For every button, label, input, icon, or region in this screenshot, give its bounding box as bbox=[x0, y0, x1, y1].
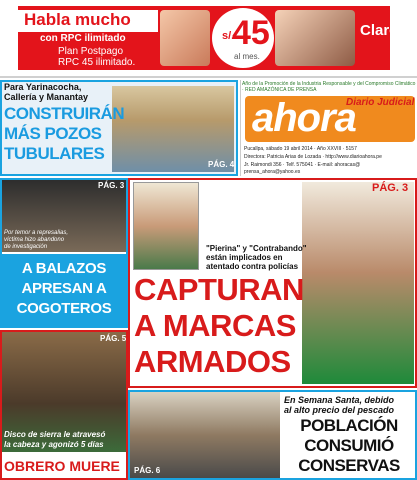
story-obrero-caption-1: Disco de sierra le atravesó bbox=[4, 430, 106, 439]
story-pozos-kicker-2: Callería y Manantay bbox=[4, 92, 89, 102]
story-marcas-subhead-3: atentado contra policías bbox=[206, 262, 299, 271]
story-pozos-headline-2: MÁS POZOS bbox=[4, 124, 102, 143]
story-marcas-headline-1: CAPTURAN bbox=[134, 272, 304, 307]
story-conservas-kicker-1: En Semana Santa, debido bbox=[284, 395, 395, 405]
story-cogoteros-caption-3: de investigación bbox=[4, 244, 48, 250]
story-cogoteros-headline-1: A BALAZOS bbox=[21, 260, 107, 277]
story-cogoteros-caption-2: víctima hizo abandono bbox=[4, 237, 65, 243]
ad-headline: Habla mucho bbox=[24, 10, 131, 29]
story-cogoteros-page: PÁG. 3 bbox=[98, 181, 125, 190]
ad-plan-line1: Plan Postpago bbox=[58, 46, 124, 57]
ad-currency: s/. bbox=[222, 30, 235, 42]
story-marcas-subhead-2: están implicados en bbox=[206, 253, 283, 262]
story-pozos-headline-1: CONSTRUIRÁN bbox=[4, 104, 125, 123]
story-marcas-subhead-1: "Pierina" y "Contrabando" bbox=[206, 244, 307, 253]
story-obrero-page: PÁG. 5 bbox=[100, 334, 127, 343]
story-cogoteros-headline-3: COGOTEROS bbox=[16, 300, 112, 317]
story-conservas-kicker-2: al alto precio del pescado bbox=[284, 405, 395, 415]
masthead-tagline: Año de la Promoción de la Industria Responsable y del Compromiso Climático · RED AMAZÓNICA DE PRENSA bbox=[242, 81, 416, 93]
masthead-section: Diario Judicial bbox=[346, 97, 415, 108]
ad-photo-left bbox=[160, 10, 210, 66]
story-cogoteros-caption-1: Por temor a represalias, bbox=[4, 230, 69, 236]
story-conservas-page: PÁG. 6 bbox=[134, 466, 161, 475]
story-marcas-page: PÁG. 3 bbox=[372, 182, 409, 194]
ad-price: 45 bbox=[232, 14, 270, 52]
story-marcas-mugshot-2 bbox=[302, 182, 414, 384]
story-marcas-headline-2: A MARCAS bbox=[134, 308, 296, 343]
ad-subline: con RPC ilimitado bbox=[40, 33, 126, 44]
story-pozos-headline-3: TUBULARES bbox=[4, 144, 105, 163]
ad-plan-line2: RPC 45 ilimitado. bbox=[58, 57, 136, 68]
story-conservas-headline-2: CONSUMIÓ bbox=[304, 436, 394, 455]
story-obrero-headline: OBRERO MUERE bbox=[4, 458, 120, 474]
ad-period: al mes. bbox=[234, 52, 260, 61]
story-pozos-kicker: Para Yarinacocha, bbox=[4, 82, 82, 92]
story-conservas-headline-1: POBLACIÓN bbox=[300, 416, 398, 435]
masthead-email-line: prensa_ahora@yahoo.es bbox=[244, 169, 301, 175]
ad-brand-logo: Claro bbox=[360, 22, 399, 39]
masthead-director-line: Directora: Patricia Arias de Lozada · http://www.diarioahora.pe bbox=[244, 154, 382, 160]
masthead-date-line: Pucallpa, sábado 19 abril 2014 · Año XXVIII · 5157 bbox=[244, 146, 357, 152]
story-pozos-page: PÁG. 4 bbox=[208, 160, 235, 169]
story-obrero-caption-2: la cabeza y agonizó 5 días bbox=[4, 440, 104, 449]
ad-photo-right bbox=[275, 10, 355, 66]
story-conservas-headline-3: CONSERVAS bbox=[298, 456, 400, 475]
story-cogoteros-headline-2: APRESAN A bbox=[21, 280, 107, 297]
story-marcas-mugshot-1 bbox=[133, 182, 199, 270]
story-marcas-headline-3: ARMADOS bbox=[134, 344, 291, 379]
masthead-address-line: Jr. Raimondi 356 · Telf. 575041 · E-mail: ahoracas@ bbox=[244, 162, 361, 168]
masthead-logo-word: ahora bbox=[252, 96, 356, 140]
